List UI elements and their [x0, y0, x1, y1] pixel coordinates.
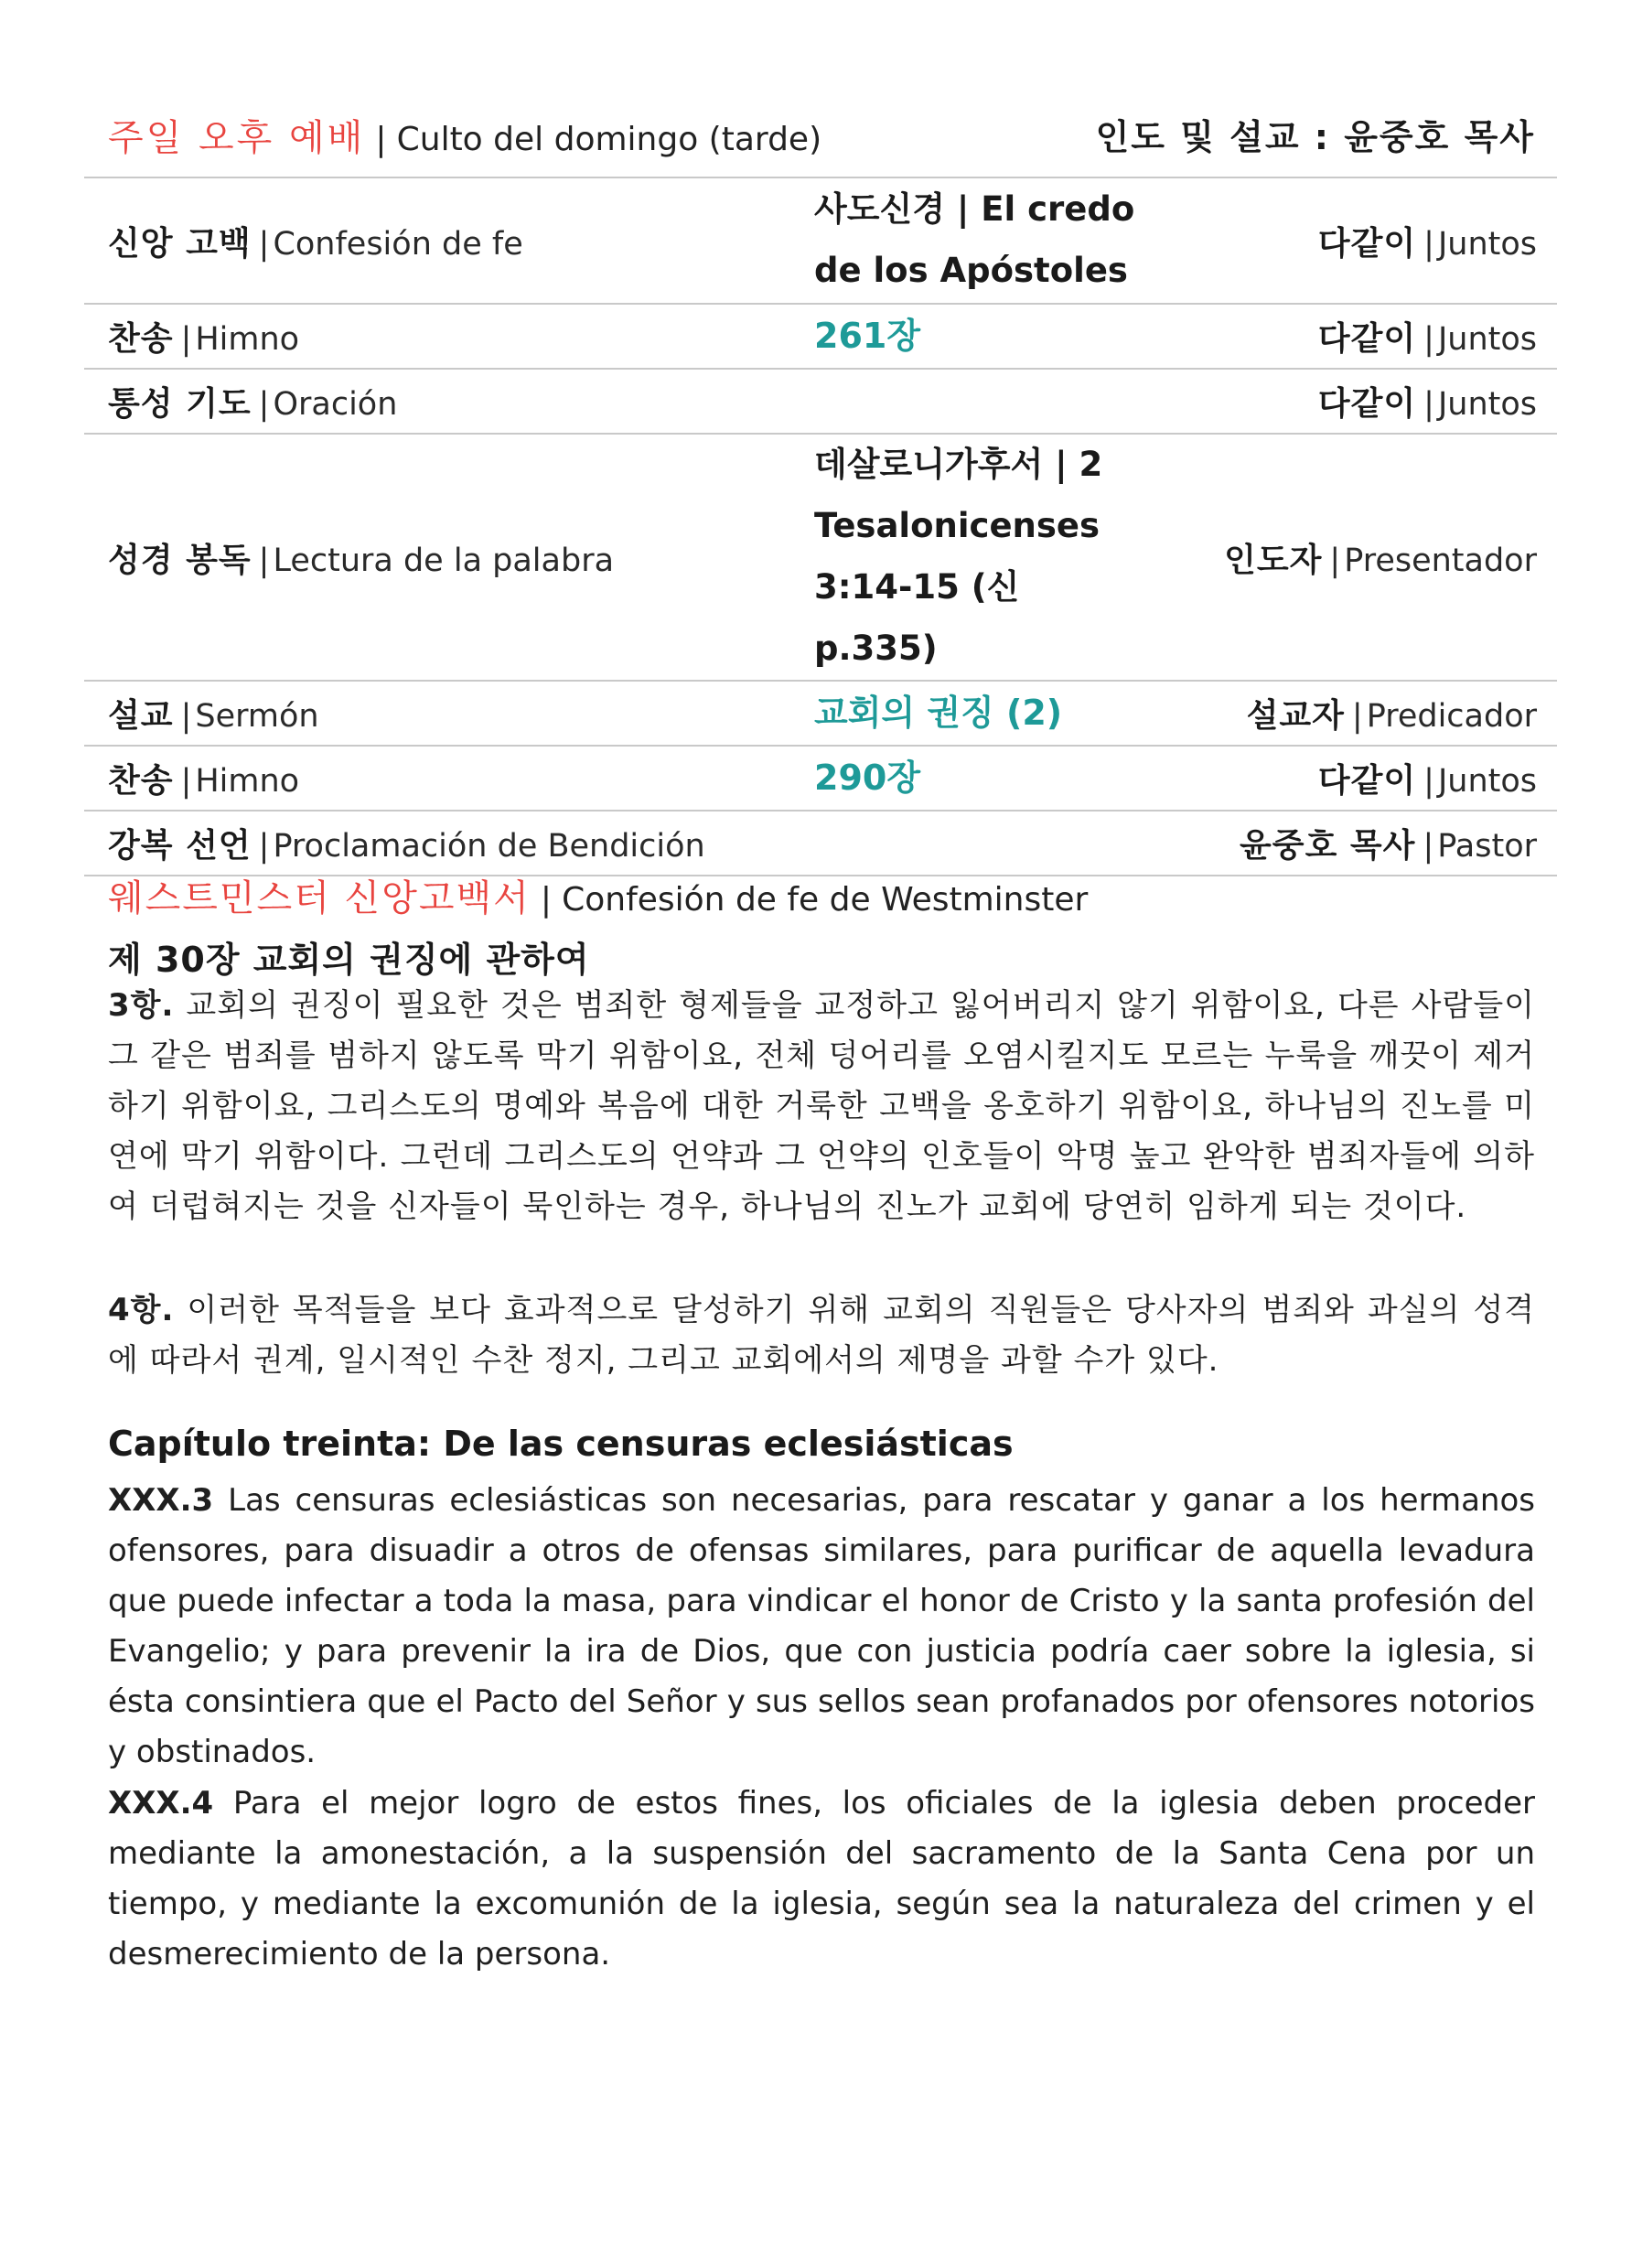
- paragraph-es-3: [108, 1476, 1535, 1778]
- table-row: 강복 선언 | Proclamación de Bendición 윤중호 목사 | Pastor: [84, 811, 1557, 876]
- scripture-reference: 데살로니가후서 | 2 Tesalonicenses 3:14-15 (신 p.335): [814, 445, 1103, 668]
- paragraph-text: Las censuras eclesiásticas son necesarias, para rescatar y ganar a los hermanos ofensores, para disuadir a otros de ofensas similares, para purificar de aquella levadura que puede infectar a toda la masa, para vindicar el honor de Cristo y la santa profesión del Evangelio; y para prevenir la ira de Dios, que con justicia podría caer sobre la iglesia, si ésta consintiera que el Pacto del Señor y sus sellos sean profanados por ofensores notorios y obstinados.: [108, 1482, 1535, 1770]
- confession-heading: [108, 869, 1088, 921]
- who-ko: 다같이: [1317, 762, 1417, 800]
- paragraph-label: XXX.4: [108, 1785, 214, 1822]
- part-es: Confesión de fe: [273, 225, 523, 263]
- title-separator: |: [540, 881, 552, 919]
- who-ko: 다같이: [1317, 224, 1417, 263]
- service-title-ko: 주일 오후 예배: [108, 117, 366, 159]
- hymn-number: 261장: [814, 315, 921, 356]
- who-es: Pastor: [1437, 828, 1537, 865]
- part-ko: 강복 선언: [108, 827, 252, 865]
- who-ko: 다같이: [1317, 320, 1417, 358]
- table-row: 신앙 고백 | Confesión de fe 사도신경 | El credo de los Apóstoles 다같이 | Juntos: [84, 177, 1557, 304]
- who-es: Presentador: [1344, 542, 1537, 579]
- part-ko: 찬송: [108, 762, 174, 800]
- part-ko: 찬송: [108, 320, 174, 358]
- who-es: Juntos: [1437, 321, 1537, 358]
- paragraph-text: 이러한 목적들을 보다 효과적으로 달성하기 위해 교회의 직원들은 당사자의 범죄와 과실의 성격에 따라서 권계, 일시적인 수찬 정지, 그리고 교회에서의 제명을 과할 수가 있다.: [108, 1292, 1536, 1379]
- hymn-number: 290장: [814, 757, 921, 798]
- who-ko: 다같이: [1317, 385, 1417, 423]
- part-ko: 신앙 고백: [108, 224, 252, 263]
- who-es: Juntos: [1437, 386, 1537, 423]
- confession-title-ko: 웨스트민스터 신앙고백서: [108, 877, 531, 919]
- part-ko: 설교: [108, 697, 174, 735]
- paragraph-es-4: [108, 1779, 1535, 1980]
- confession-title-es: Confesión de fe de Westminster: [562, 881, 1089, 919]
- paragraph-ko-4: [108, 1285, 1535, 1386]
- table-row: 성경 봉독 | Lectura de la palabra 데살로니가후서 | 2 Tesalonicenses 3:14-15 (신 p.335) 인도자 | Presentador: [84, 434, 1557, 681]
- service-title-es: Culto del domingo (tarde): [396, 121, 822, 158]
- order-of-service-table: [84, 177, 1557, 876]
- paragraph-ko-3: [108, 981, 1535, 1232]
- part-es: Proclamación de Bendición: [273, 828, 705, 865]
- table-row: 찬송 | Himno 261장 다같이 | Juntos: [84, 304, 1557, 369]
- who-es: Juntos: [1437, 225, 1537, 263]
- part-es: Himno: [195, 321, 300, 358]
- part-es: Sermón: [195, 698, 319, 735]
- paragraph-text: 교회의 권징이 필요한 것은 범죄한 형제들을 교정하고 잃어버리지 않기 위함이요, 다른 사람들이 그 같은 범죄를 범하지 않도록 막기 위함이요, 전체 덩어리를 오염시킬지도 모르는 누룩을 깨끗이 제거하기 위함이요, 그리스도의 명예와 복음에 대한 거룩한 고백을 옹호하기 위함이요, 하나님의 진노를 미연에 막기 위함이다. 그런데 그리스도의 언약과 그 언약의 인호들이 악명 높고 완악한 범죄자들에 의하여 더럽혀지는 것을 신자들이 묵인하는 경우, 하나님의 진노가 교회에 당연히 임하게 되는 것이다.: [108, 987, 1536, 1225]
- paragraph-text: Para el mejor logro de estos fines, los oficiales de la iglesia deben proceder mediante la amonestación, a la suspensión del sacramento de la Santa Cena por un tiempo, y mediante la excomunión de la iglesia, según sea la naturaleza del crimen y el desmerecimiento de la persona.: [108, 1785, 1536, 1972]
- part-es: Himno: [195, 763, 300, 800]
- part-es: Oración: [273, 386, 398, 423]
- who-ko: 설교자: [1246, 697, 1345, 735]
- paragraph-label: 3항.: [108, 987, 175, 1024]
- chapter-title-ko: 제 30장 교회의 권징에 관하여: [108, 940, 590, 980]
- paragraph-label: 4항.: [108, 1292, 175, 1328]
- service-leader: 인도 및 설교 : 윤중호 목사: [1095, 117, 1535, 157]
- who-ko: 인도자: [1224, 541, 1323, 579]
- service-header: [108, 108, 1535, 172]
- part-es: Lectura de la palabra: [273, 542, 615, 579]
- chapter-title-es: Capítulo treinta: De las censuras eclesiásticas: [108, 1424, 1014, 1464]
- table-row: 설교 | Sermón 교회의 권징 (2) 설교자 | Predicador: [84, 681, 1557, 746]
- who-ko: 윤중호 목사: [1240, 827, 1416, 865]
- part-ko: 성경 봉독: [108, 541, 252, 579]
- item-text: 사도신경 | El credo de los Apóstoles: [814, 189, 1135, 290]
- sermon-title: 교회의 권징 (2): [814, 692, 1063, 733]
- title-separator: |: [375, 121, 387, 158]
- paragraph-label: XXX.3: [108, 1482, 214, 1519]
- who-es: Predicador: [1366, 698, 1537, 735]
- table-row: 통성 기도 | Oración 다같이 | Juntos: [84, 369, 1557, 434]
- table-row: 찬송 | Himno 290장 다같이 | Juntos: [84, 746, 1557, 811]
- part-ko: 통성 기도: [108, 385, 252, 423]
- service-title: [108, 109, 821, 161]
- who-es: Juntos: [1437, 763, 1537, 800]
